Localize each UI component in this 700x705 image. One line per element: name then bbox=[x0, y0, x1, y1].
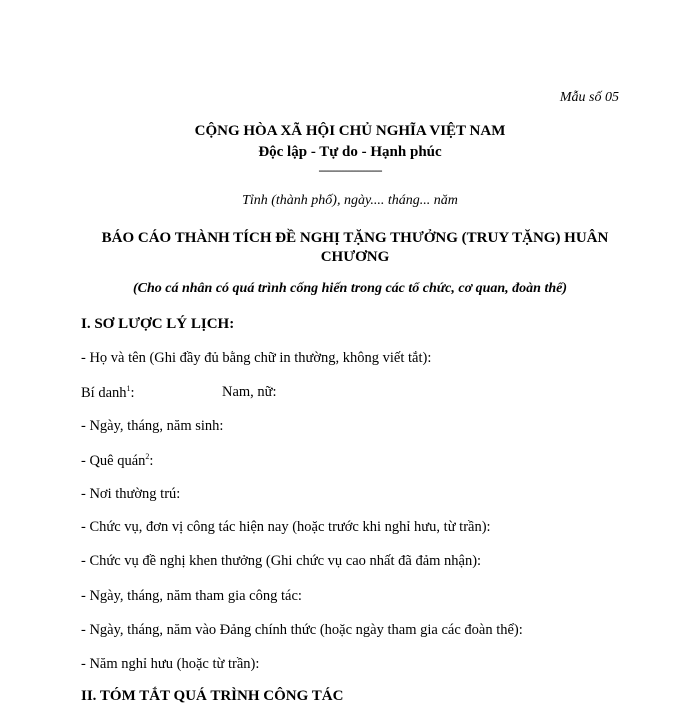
footnote-marker-1: 1 bbox=[126, 384, 131, 393]
field-party-date: - Ngày, tháng, năm vào Đảng chính thức (hoặc ngày tham gia các đoàn thể): bbox=[81, 622, 523, 638]
form-number: Mẫu số 05 bbox=[559, 90, 619, 105]
field-gender: Nam, nữ: bbox=[222, 384, 277, 400]
field-work-start: - Ngày, tháng, năm tham gia công tác: bbox=[81, 588, 302, 604]
field-alias bbox=[81, 384, 135, 402]
section-1-heading: I. SƠ LƯỢC LÝ LỊCH: bbox=[81, 316, 235, 332]
field-proposed-position: - Chức vụ đề nghị khen thưởng (Ghi chức vụ cao nhất đã đảm nhận): bbox=[81, 553, 482, 569]
document-title: BÁO CÁO THÀNH TÍCH ĐỀ NGHỊ TẶNG THƯỞNG (TRUY TẶNG) HUÂN CHƯƠNG bbox=[101, 230, 609, 265]
header-divider: --------------------- bbox=[318, 163, 382, 177]
footnote-marker-2: 2 bbox=[145, 452, 150, 461]
field-current-position: - Chức vụ, đơn vị công tác hiện nay (hoặc trước khi nghỉ hưu, từ trần): bbox=[81, 519, 491, 535]
field-hometown-label: - Quê quán bbox=[81, 452, 146, 469]
section-2-heading: II. TÓM TẮT QUÁ TRÌNH CÔNG TÁC bbox=[81, 688, 344, 704]
field-birth-date: - Ngày, tháng, năm sinh: bbox=[81, 418, 224, 434]
field-residence: - Nơi thường trú: bbox=[81, 486, 181, 502]
field-alias-colon: : bbox=[130, 384, 135, 401]
field-retirement: - Năm nghỉ hưu (hoặc từ trần): bbox=[81, 656, 260, 672]
field-full-name: - Họ và tên (Ghi đầy đủ bằng chữ in thường, không viết tắt): bbox=[81, 350, 432, 366]
national-motto: Độc lập - Tự do - Hạnh phúc bbox=[258, 144, 442, 160]
field-hometown-colon: : bbox=[149, 452, 154, 469]
field-alias-label: Bí danh bbox=[81, 384, 127, 401]
field-hometown bbox=[81, 452, 153, 470]
place-date-line: Tỉnh (thành phố), ngày.... tháng... năm bbox=[242, 193, 458, 208]
document-subtitle: (Cho cá nhân có quá trình cống hiến trong các tổ chức, cơ quan, đoàn thể) bbox=[132, 281, 567, 296]
national-title: CỘNG HÒA XÃ HỘI CHỦ NGHĨA VIỆT NAM bbox=[194, 123, 506, 139]
